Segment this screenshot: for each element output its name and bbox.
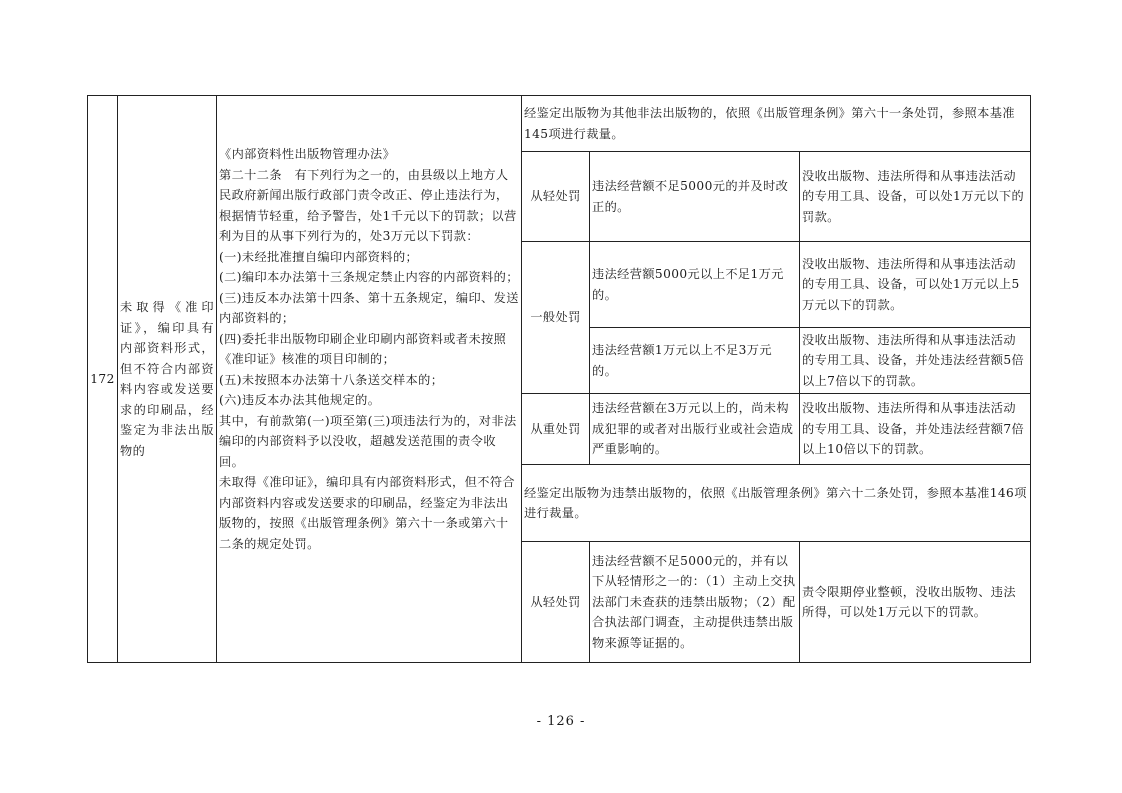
basis-item: (五)未按照本办法第十八条送交样本的； (219, 372, 444, 387)
condition-cell: 违法经营额不足5000元的并及时改正的。 (590, 152, 800, 242)
level-heavy: 从重处罚 (522, 394, 590, 465)
violation-description: 未取得《准印证》，编印具有内部资料形式，但不符合内部资料内容或发送要求的印刷品，经鉴定为非法出版物的 (118, 96, 217, 663)
condition-cell: 违法经营额在3万元以上的，尚未构成犯罪的或者对出版行业或社会造成严重影响的。 (590, 394, 800, 465)
level-light: 从轻处罚 (522, 542, 590, 663)
basis-item: (三)违反本办法第十四条、第十五条规定，编印、发送内部资料的； (219, 290, 519, 325)
basis-article-intro: 第二十二条 有下列行为之一的，由县级以上地方人民政府新闻出版行政部门责令改正、停止违法行为，根据情节轻重，给予警告，处1千元以下的罚款；以营利为目的从事下列行为的，处3万元以下罚款： (219, 167, 517, 243)
level-light: 从轻处罚 (522, 152, 590, 242)
penalty-cell: 没收出版物、违法所得和从事违法活动的专用工具、设备，可以处1万元以下的罚款。 (800, 152, 1031, 242)
note-other-illegal: 经鉴定出版物为其他非法出版物的，依照《出版管理条例》第六十一条处罚，参照本基准145项进行裁量。 (522, 96, 1031, 152)
basis-item: (六)违反本办法其他规定的。 (219, 393, 381, 407)
basis-paragraph: 未取得《准印证》，编印具有内部资料形式，但不符合内部资料内容或发送要求的印刷品，经鉴定为非法出版物的，按照《出版管理条例》第六十一条或第六十二条的规定处罚。 (219, 475, 515, 551)
penalty-cell: 责令限期停业整顿，没收出版物、违法所得，可以处1万元以下的罚款。 (800, 542, 1031, 663)
condition-cell: 违法经营额不足5000元的，并有以下从轻情形之一的：（1）主动上交执法部门未查获的违禁出版物；（2）配合执法部门调查，主动提供违禁出版物来源等证据的。 (590, 542, 800, 663)
page-number: - 126 - (536, 714, 586, 729)
item-number: 172 (88, 96, 118, 663)
level-general: 一般处罚 (522, 242, 590, 394)
penalty-cell: 没收出版物、违法所得和从事违法活动的专用工具、设备，可以处1万元以上5万元以下的罚款。 (800, 242, 1031, 328)
basis-item: (四)委托非出版物印刷企业印刷内部资料或者未按照《准印证》核准的项目印制的； (219, 331, 507, 366)
penalty-cell: 没收出版物、违法所得和从事违法活动的专用工具、设备，并处违法经营额5倍以上7倍以下的罚款。 (800, 328, 1031, 394)
basis-title: 《内部资料性出版物管理办法》 (219, 147, 396, 161)
penalty-cell: 没收出版物、违法所得和从事违法活动的专用工具、设备，并处违法经营额7倍以上10倍以下的罚款。 (800, 394, 1031, 465)
basis-item: (一)未经批准擅自编印内部资料的； (219, 249, 419, 264)
penalty-table (87, 95, 1031, 663)
legal-basis (217, 96, 522, 663)
note-banned: 经鉴定出版物为违禁出版物的，依照《出版管理条例》第六十二条处罚，参照本基准146项进行裁量。 (522, 465, 1031, 542)
basis-paragraph: 其中，有前款第(一)项至第(三)项违法行为的，对非法编印的内部资料予以没收，超越发送范围的责令收回。 (219, 413, 517, 469)
condition-cell: 违法经营额5000元以上不足1万元的。 (590, 242, 800, 328)
basis-item: (二)编印本办法第十三条规定禁止内容的内部资料的； (219, 270, 519, 284)
condition-cell: 违法经营额1万元以上不足3万元的。 (590, 328, 800, 394)
